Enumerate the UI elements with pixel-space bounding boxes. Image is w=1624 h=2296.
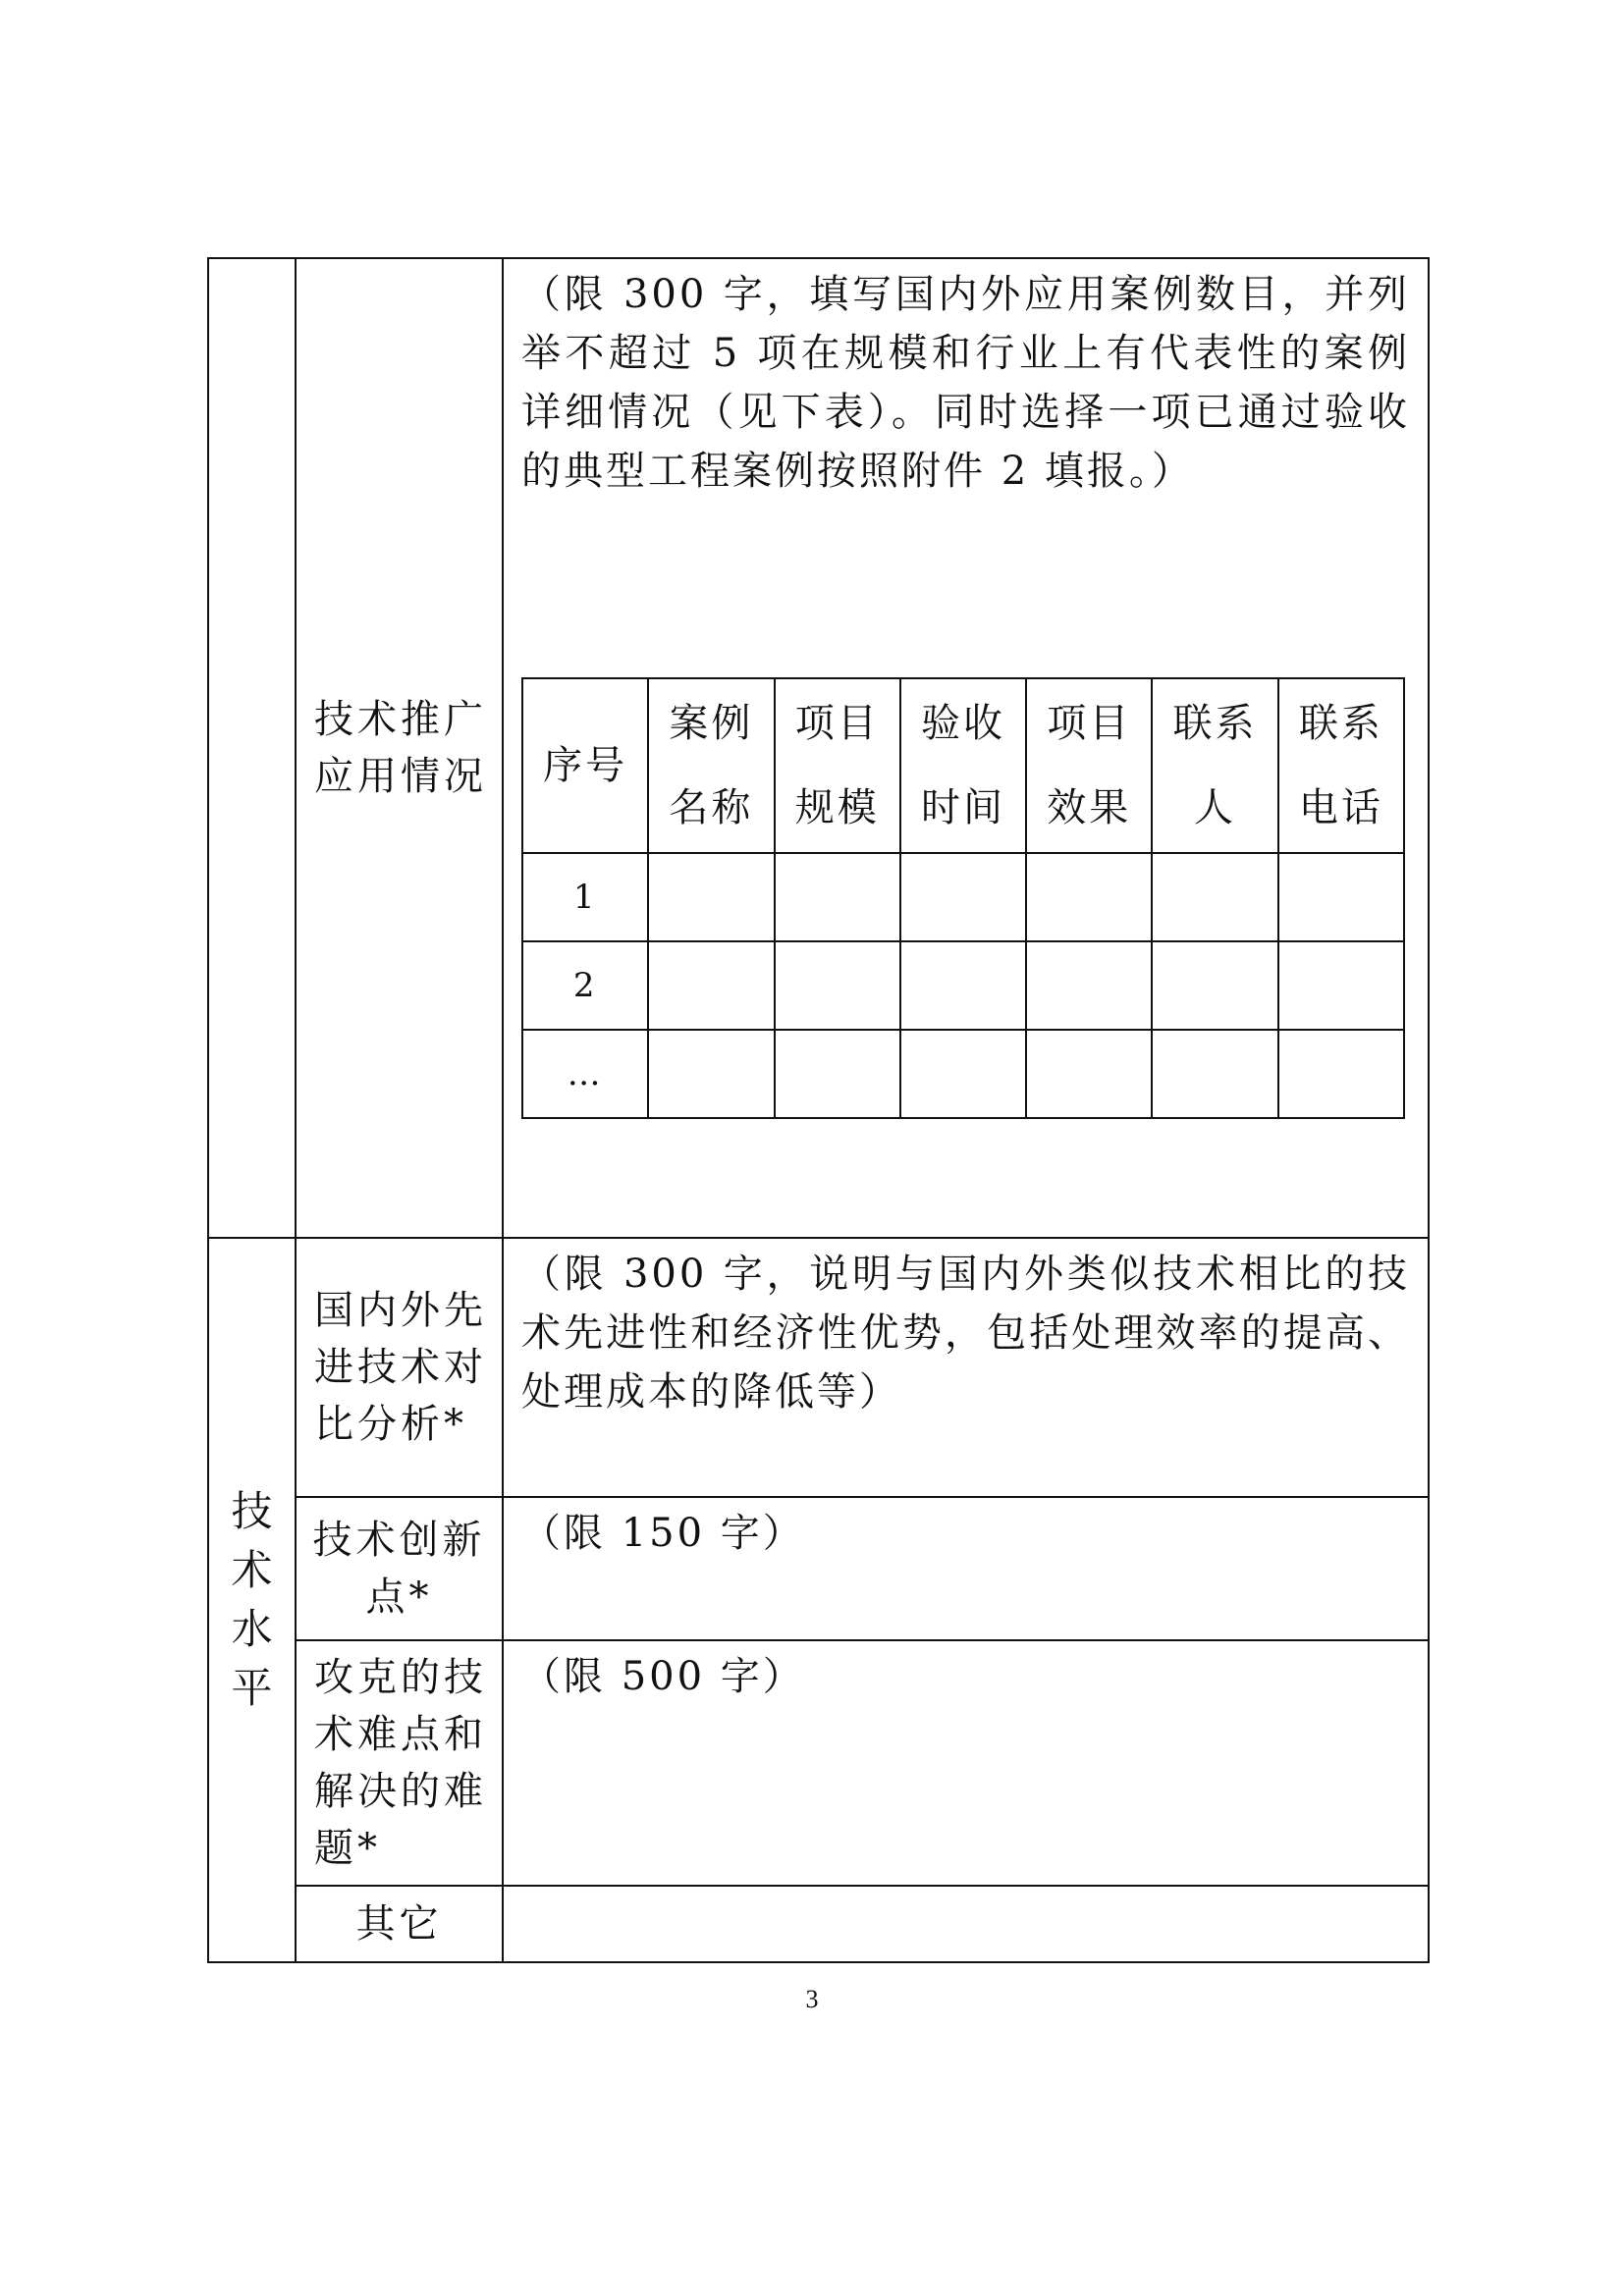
- case-header-name-line2: 名称: [669, 785, 754, 830]
- tech-compare-label: 国内外先进技术对比分析*: [296, 1238, 503, 1497]
- case-header-phone-line1: 联系: [1298, 701, 1383, 746]
- case-header-acceptance-line1: 验收: [920, 701, 1005, 746]
- case-header-scale-line2: 规模: [794, 785, 880, 830]
- tech-difficulty-label: 攻克的技术难点和解决的难题*: [296, 1640, 503, 1886]
- tech-difficulty-row: [208, 1640, 1429, 1886]
- tech-innovation-label: 技术创新点*: [296, 1497, 503, 1640]
- case-cell[interactable]: [1278, 941, 1404, 1030]
- case-row-index: …: [522, 1030, 648, 1118]
- case-cell[interactable]: [1278, 853, 1404, 941]
- case-header-scale-line1: 项目: [794, 701, 880, 746]
- case-header-contact: [1152, 678, 1277, 853]
- tech-other-content[interactable]: [503, 1886, 1429, 1962]
- case-cell[interactable]: [775, 1030, 900, 1118]
- case-header-index: 序号: [522, 678, 648, 853]
- tech-compare-content[interactable]: （限 300 字，说明与国内外类似技术相比的技术先进性和经济性优势，包括处理效率的提高、处理成本的降低等）: [503, 1238, 1429, 1497]
- case-table-row: [522, 1030, 1404, 1118]
- tech-innovation-content[interactable]: （限 150 字）: [503, 1497, 1429, 1640]
- case-cell[interactable]: [775, 941, 900, 1030]
- promotion-row: [208, 258, 1429, 1238]
- case-header-contact-line2: 人: [1194, 785, 1237, 830]
- case-row-index: 1: [522, 853, 648, 941]
- case-header-name-line1: 案例: [669, 701, 754, 746]
- promotion-instruction: （限 300 字，填写国内外应用案例数目，并列举不超过 5 项在规模和行业上有代表性的案例详细情况（见下表）。同时选择一项已通过验收的典型工程案例按照附件 2 填报。）: [521, 272, 1410, 494]
- case-cell[interactable]: [900, 941, 1026, 1030]
- case-table-row: [522, 853, 1404, 941]
- case-table: [521, 677, 1405, 1119]
- case-cell[interactable]: [1152, 1030, 1277, 1118]
- case-cell[interactable]: [1026, 1030, 1152, 1118]
- case-cell[interactable]: [1026, 941, 1152, 1030]
- case-cell[interactable]: [1152, 941, 1277, 1030]
- case-cell[interactable]: [1152, 853, 1277, 941]
- case-header-name: [648, 678, 774, 853]
- case-cell[interactable]: [900, 1030, 1026, 1118]
- tech-compare-row: [208, 1238, 1429, 1497]
- case-row-index: 2: [522, 941, 648, 1030]
- tech-other-row: [208, 1886, 1429, 1962]
- case-header-phone: [1278, 678, 1404, 853]
- case-cell[interactable]: [900, 853, 1026, 941]
- case-header-scale: [775, 678, 900, 853]
- case-cell[interactable]: [1026, 853, 1152, 941]
- tech-other-label: 其它: [296, 1886, 503, 1962]
- tech-level-section-label: [208, 1238, 296, 1962]
- case-header-acceptance-line2: 时间: [920, 785, 1005, 830]
- case-cell[interactable]: [1278, 1030, 1404, 1118]
- case-cell[interactable]: [648, 1030, 774, 1118]
- case-cell[interactable]: [648, 853, 774, 941]
- case-cell[interactable]: [775, 853, 900, 941]
- case-header-effect-line2: 效果: [1047, 785, 1132, 830]
- page-number: 3: [805, 1985, 819, 2013]
- case-table-row: [522, 941, 1404, 1030]
- tech-innovation-row: [208, 1497, 1429, 1640]
- case-header-contact-line1: 联系: [1172, 701, 1258, 746]
- case-header-effect-line1: 项目: [1047, 701, 1132, 746]
- case-header-effect: [1026, 678, 1152, 853]
- promotion-content[interactable]: [503, 258, 1429, 1238]
- promotion-label: 技术推广应用情况: [296, 258, 503, 1238]
- case-header-phone-line2: 电话: [1298, 785, 1383, 830]
- tech-difficulty-content[interactable]: （限 500 字）: [503, 1640, 1429, 1886]
- section-cell-empty: [208, 258, 296, 1238]
- case-header-acceptance-time: [900, 678, 1026, 853]
- tech-level-section-text: 技术水平: [231, 1487, 273, 1712]
- application-form-table: [207, 257, 1430, 1963]
- case-table-header-row: [522, 678, 1404, 853]
- case-cell[interactable]: [648, 941, 774, 1030]
